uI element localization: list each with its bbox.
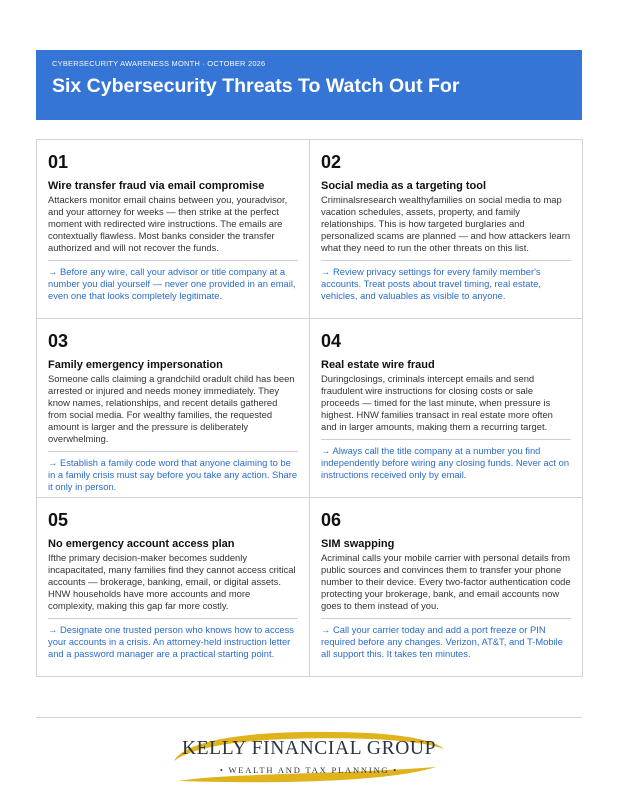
footer-divider <box>36 717 582 718</box>
threat-card <box>36 497 310 677</box>
threat-title: No emergency account access plan <box>48 538 235 550</box>
threat-number: 01 <box>48 152 69 172</box>
threat-number: 06 <box>321 510 342 530</box>
threat-tip: → Establish a family code word that anyone claiming to be in a family crisis must say before you take any action. Share it only in person. <box>48 457 298 492</box>
threat-number: 05 <box>48 510 69 530</box>
card-divider <box>48 618 298 619</box>
threat-title: Real estate wire fraud <box>321 359 435 371</box>
card-divider <box>48 451 298 452</box>
threat-body: Acriminal calls your mobile carrier with personal details from public sources and convinces them to transfer your phone number to their device. Every two-factor authentication code protecting your brokerage, bank, and email accounts now goes to them instead of you. <box>321 552 571 611</box>
card-divider <box>321 260 571 261</box>
threat-title: SIM swapping <box>321 538 395 550</box>
threat-card <box>309 497 583 677</box>
threat-title: Wire transfer fraud via email compromise <box>48 180 265 192</box>
company-logo <box>168 727 450 787</box>
threat-card <box>36 139 310 319</box>
threat-card <box>309 318 583 498</box>
threat-grid <box>36 139 582 676</box>
logo-company-name: KELLY FINANCIAL GROUP <box>181 738 437 759</box>
threat-number: 03 <box>48 331 69 351</box>
threat-body: Duringclosings, criminals intercept emails and send fraudulent wire instructions for closing costs or sale proceeds — timed for the last minute, when pressure is highest. HNW families transact in real estate more often and in larger amounts, making them a recurring target. <box>321 373 553 432</box>
threat-number: 04 <box>321 331 342 351</box>
threat-number: 02 <box>321 152 342 172</box>
page-title: Six Cybersecurity Threats To Watch Out For <box>52 75 460 97</box>
header-eyebrow: CYBERSECURITY AWARENESS MONTH · OCTOBER 2026 <box>52 59 266 68</box>
threat-tip: → Designate one trusted person who knows how to access your accounts in a crisis. An attorney-held instruction letter and a password manager are a practical starting point. <box>48 624 294 659</box>
page-header <box>36 50 582 120</box>
threat-body: Ifthe primary decision-maker becomes suddenly incapacitated, many families find they cannot access critical accounts — brokerage, banking, email, or digital assets. HNW households have more accounts and more complexity, making this gap far more costly. <box>48 552 296 611</box>
threat-body: Criminalsresearch wealthyfamilies on social media to map vacation schedules, assets, property, and family relationships. This is how targeted burglaries and personalized scams are planned — and how attackers learn what they need to run the other threats on this list. <box>321 194 571 253</box>
threat-title: Social media as a targeting tool <box>321 180 487 192</box>
threat-body: Attackers monitor email chains between you, youradvisor, and your attorney for weeks — then strike at the perfect moment with redirected wire instructions. The emails are contextually flawless. Most banks consider the transfer authorized and will not recover the funds. <box>48 194 288 253</box>
threat-tip: → Review privacy settings for every family member's accounts. Treat posts about travel timing, real estate, vehicles, and valuables as visible to anyone. <box>321 266 541 301</box>
threat-tip: → Call your carrier today and add a port freeze or PIN required before any changes. Verizon, AT&T, and T-Mobile all support this. It takes ten minutes. <box>321 624 563 659</box>
card-divider <box>321 439 571 440</box>
threat-card <box>309 139 583 319</box>
card-divider <box>48 260 298 261</box>
logo-tagline: • WEALTH AND TAX PLANNING • <box>219 765 399 775</box>
threat-body: Someone calls claiming a grandchild oradult child has been arrested or injured and needs money immediately. They know names, relationships, and recent details gathered from social media. For wealthy families, the requested amount is larger and the pressure is deliberately overwhelming. <box>48 373 295 444</box>
threat-title: Family emergency impersonation <box>48 359 223 371</box>
card-divider <box>321 618 571 619</box>
threat-tip: → Before any wire, call your advisor or title company at a number you dial yourself — never one provided in an email, even one that looks completely legitimate. <box>48 266 296 301</box>
threat-tip: → Always call the title company at a number you find independently before wiring any closing funds. Never act on instructions received only by email. <box>321 445 570 480</box>
threat-card <box>36 318 310 498</box>
